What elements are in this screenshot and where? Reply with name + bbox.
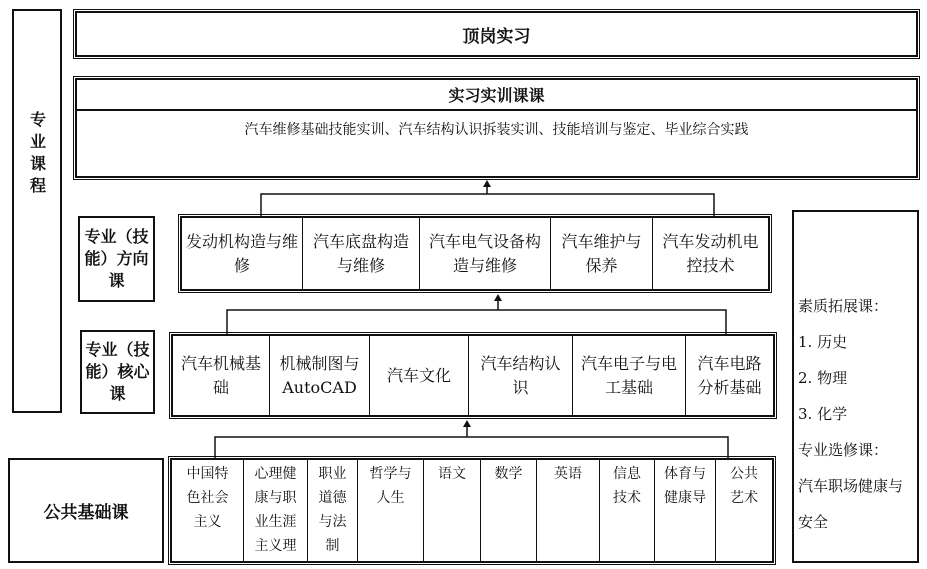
core-course: 汽车结构认识 bbox=[469, 336, 573, 415]
arrow-up-icon bbox=[463, 420, 471, 427]
public-course: 哲学与 人生 bbox=[358, 460, 424, 561]
direction-course: 汽车维护与保养 bbox=[551, 218, 653, 289]
quality-item: 2. 物理 bbox=[798, 369, 848, 387]
practice-title: 实习实训课课 bbox=[448, 86, 545, 105]
public-course: 职业 道德 与法 制 bbox=[308, 460, 358, 561]
connector-public-bracket bbox=[215, 437, 728, 458]
arrow-up-icon bbox=[483, 180, 491, 187]
quality-item: 1. 历史 bbox=[798, 333, 848, 351]
connector-core-bracket bbox=[227, 310, 726, 334]
side-label-text: 专业课程 bbox=[27, 111, 47, 199]
core-course: 机械制图与 AutoCAD bbox=[270, 336, 370, 415]
arrow-up-icon bbox=[494, 294, 502, 301]
major-elective-title: 专业选修课： bbox=[798, 441, 889, 459]
direction-course: 汽车电气设备构造与维修 bbox=[420, 218, 551, 289]
public-course: 中国特 色社会 主义 bbox=[172, 460, 244, 561]
major-elective-item: 汽车职场健康与安全 bbox=[798, 477, 904, 531]
public-course: 语文 bbox=[424, 460, 481, 561]
direction-course: 发动机构造与维修 bbox=[182, 218, 303, 289]
direction-course: 汽车发动机电控技术 bbox=[662, 231, 759, 275]
quality-item: 3. 化学 bbox=[798, 405, 848, 423]
connector-direction-bracket bbox=[261, 194, 714, 216]
public-course: 心理健 康与职 业生涯 主义理 bbox=[244, 460, 308, 561]
public-course: 公共 艺术 bbox=[730, 466, 758, 506]
quality-title: 素质拓展课： bbox=[798, 297, 889, 315]
public-label: 公共基础课 bbox=[43, 503, 129, 523]
public-course: 英语 bbox=[537, 460, 600, 561]
practice-content: 汽车维修基础技能实训、汽车结构认识拆装实训、技能培训与鉴定、毕业综合实践 bbox=[244, 122, 749, 138]
public-course: 信息 技术 bbox=[600, 460, 655, 561]
direction-course: 汽车底盘构造与维修 bbox=[303, 218, 420, 289]
core-course: 汽车电子与电工基础 bbox=[573, 336, 686, 415]
internship-title: 顶岗实习 bbox=[462, 26, 531, 47]
direction-label: 专业（技能）方向课 bbox=[84, 227, 149, 290]
public-course: 体育与 健康导 bbox=[655, 460, 716, 561]
core-course: 汽车电路分析基础 bbox=[697, 353, 762, 397]
public-course: 数学 bbox=[481, 460, 537, 561]
core-course: 汽车机械基础 bbox=[173, 336, 270, 415]
core-course: 汽车文化 bbox=[370, 336, 469, 415]
core-label: 专业（技能）核心课 bbox=[85, 340, 150, 403]
